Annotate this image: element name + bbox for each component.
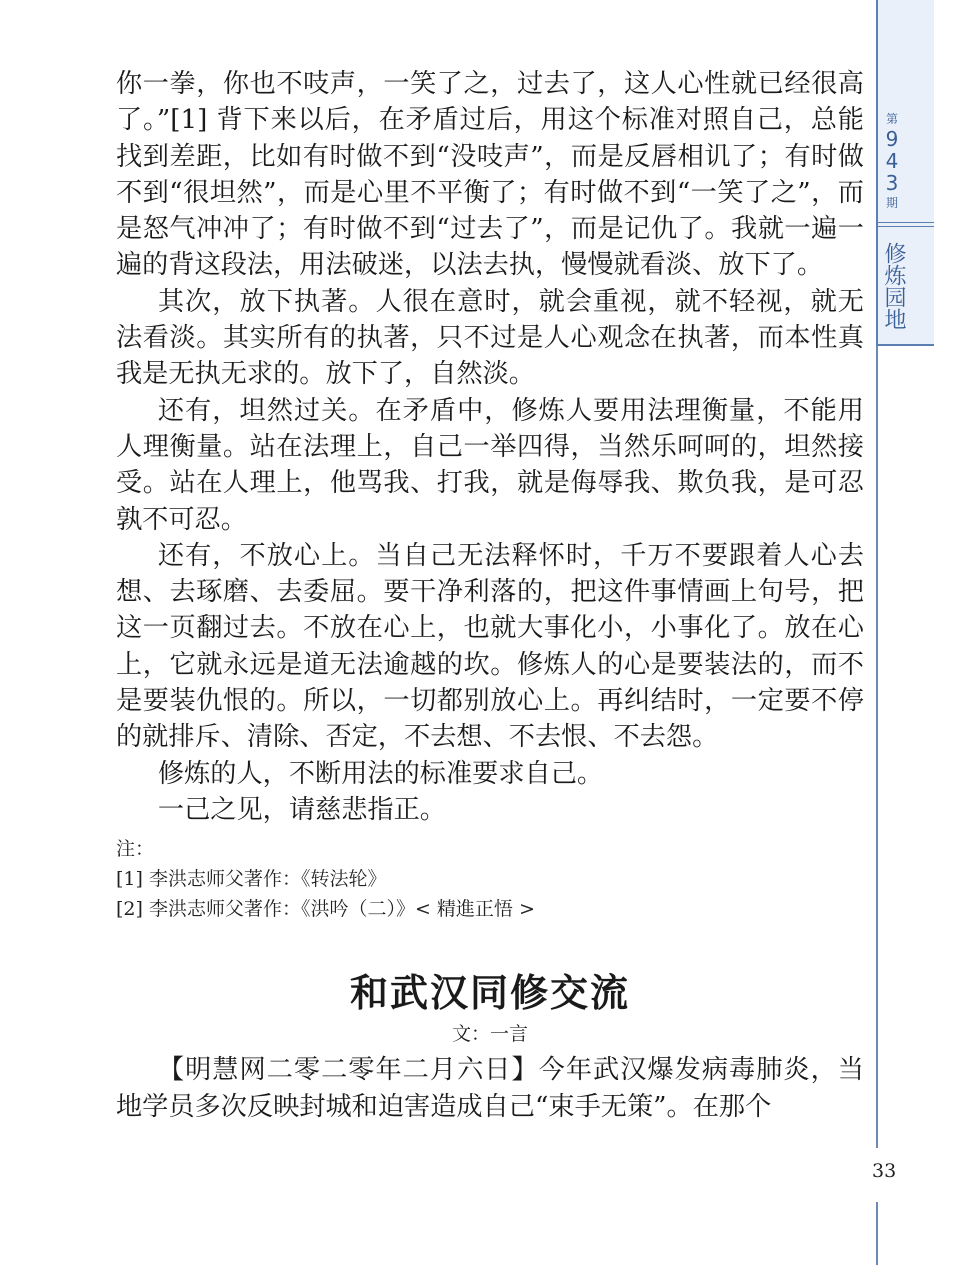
sidebar-rule <box>876 346 878 1265</box>
section-name: 修炼园地 <box>881 242 906 330</box>
sidebar <box>876 0 934 1265</box>
footnote-1: [1] 李洪志师父著作：《转法轮》 <box>116 868 387 891</box>
footnote-2: [2] 李洪志师父著作：《洪吟（二）》< 精進正悟 > <box>116 898 535 921</box>
article-byline: 文：一言 <box>451 1023 528 1046</box>
footnotes <box>116 834 864 924</box>
issue-suffix: 期 <box>885 196 898 210</box>
issue-digit-1: 9 <box>885 127 899 151</box>
body-paragraph-6: 一己之见，请慈悲指正。 <box>157 794 446 825</box>
article-title: 和武汉同修交流 <box>349 970 630 1016</box>
issue-digit-2: 4 <box>885 149 899 173</box>
body-paragraph-3: 还有，坦然过关。在矛盾中，修炼人要用法理衡量，不能用人理衡量。站在法理上，自己一举四得，当然乐呵呵的，坦然接受。站在人理上，他骂我、打我，就是侮辱我、欺负我，是可忍孰不可忍。 <box>116 395 864 535</box>
footnotes-label: 注： <box>116 838 155 861</box>
body-paragraph-4: 还有，不放心上。当自己无法释怀时，千万不要跟着人心去想、去琢磨、去委屈。要干净利落的，把这件事情画上句号，把这一页翻过去。不放在心上，也就大事化小，小事化了。放在心上，它就永远是道无法逾越的坎。修炼人的心是要装法的，而不是要装仇恨的。所以，一切都别放心上。再纠结时，一定要不停的就排斥、清除、否定，不去想、不去恨、不去怨。 <box>116 540 864 753</box>
page-number: 33 <box>872 1160 897 1182</box>
issue-digit-3: 3 <box>885 171 899 195</box>
issue-prefix: 第 <box>885 112 898 126</box>
page-content <box>116 66 864 1125</box>
body-paragraph-5: 修炼的人，不断用法的标准要求自己。 <box>157 758 604 789</box>
sidebar-divider <box>878 222 934 227</box>
body-paragraph-1: 你一拳，你也不吱声，一笑了之，过去了，这人心性就已经很高了。”[1] 背下来以后，在矛盾过后，用这个标准对照自己，总能找到差距，比如有时做不到“没吱声”，而是反唇相讥了；有时做不到“很坦然”，而是心里不平衡了；有时做不到“一笑了之”，而是怒气冲冲了；有时做不到“过去了”，而是记仇了。我就一遍一遍的背这段法，用法破迷，以法去执，慢慢就看淡、放下了。 <box>116 69 864 281</box>
article-lead-paragraph: 【明慧网二零二零年二月六日】今年武汉爆发病毒肺炎，当地学员多次反映封城和迫害造成自己“束手无策”。在那个 <box>116 1055 864 1122</box>
issue-number <box>878 110 906 212</box>
body-paragraph-2: 其次，放下执著。人很在意时，就会重视，就不轻视，就无法看淡。其实所有的执著，只不过是人心观念在执著，而本性真我是无执无求的。放下了，自然淡。 <box>116 286 864 390</box>
